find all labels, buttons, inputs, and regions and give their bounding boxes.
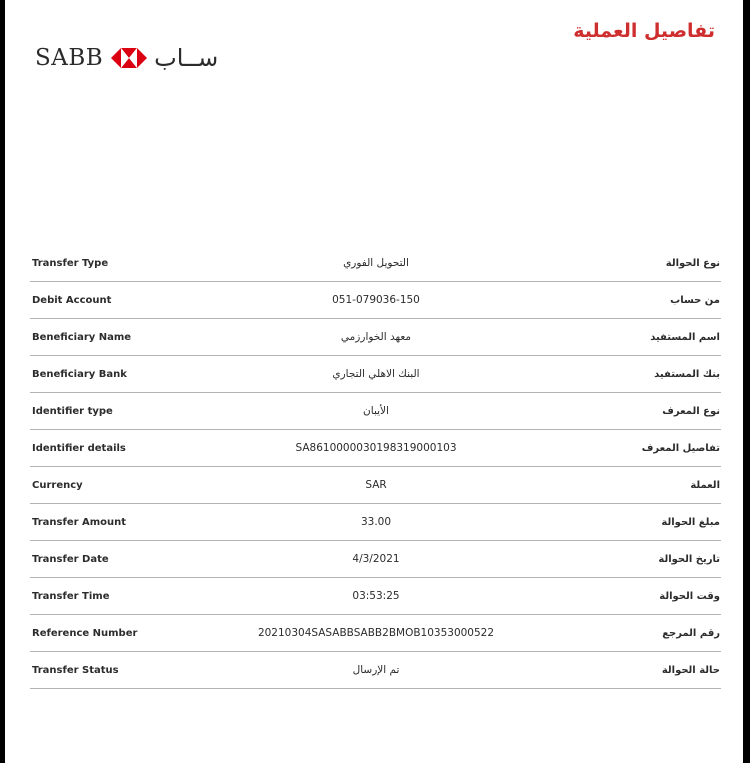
detail-row-reference-number bbox=[30, 615, 721, 652]
label-ar: مبلغ الحوالة bbox=[520, 504, 721, 541]
detail-row-currency bbox=[30, 467, 721, 504]
label-en: Transfer Status bbox=[30, 652, 232, 689]
label-en: Transfer Date bbox=[30, 541, 232, 578]
label-en: Identifier details bbox=[30, 430, 232, 467]
sabb-logo bbox=[35, 44, 218, 72]
label-en: Transfer Amount bbox=[30, 504, 232, 541]
value: 03:53:25 bbox=[232, 578, 520, 615]
detail-row-transfer-date bbox=[30, 541, 721, 578]
value: SAR bbox=[232, 467, 520, 504]
value: 33.00 bbox=[232, 504, 520, 541]
transaction-details-table bbox=[30, 245, 721, 689]
detail-row-identifier-details bbox=[30, 430, 721, 467]
detail-row-beneficiary-bank bbox=[30, 356, 721, 393]
value: الأيبان bbox=[232, 393, 520, 430]
detail-row-transfer-type bbox=[30, 245, 721, 282]
label-en: Beneficiary Name bbox=[30, 319, 232, 356]
value: 4/3/2021 bbox=[232, 541, 520, 578]
value: معهد الخوارزمي bbox=[232, 319, 520, 356]
value: 20210304SASABBSABB2BMOB10353000522 bbox=[232, 615, 520, 652]
label-ar: نوع المعرف bbox=[520, 393, 721, 430]
receipt-page bbox=[5, 0, 743, 763]
detail-row-identifier-type bbox=[30, 393, 721, 430]
label-ar: اسم المستفيد bbox=[520, 319, 721, 356]
label-ar: العملة bbox=[520, 467, 721, 504]
label-ar: تاريخ الحوالة bbox=[520, 541, 721, 578]
sabb-hexagon-icon bbox=[111, 48, 147, 68]
logo-arabic-text: ســاب bbox=[154, 44, 219, 72]
label-ar: نوع الحوالة bbox=[520, 245, 721, 282]
detail-row-beneficiary-name bbox=[30, 319, 721, 356]
label-en: Debit Account bbox=[30, 282, 232, 319]
label-ar: بنك المستفيد bbox=[520, 356, 721, 393]
label-ar: رقم المرجع bbox=[520, 615, 721, 652]
value: التحويل الفوري bbox=[232, 245, 520, 282]
detail-row-debit-account bbox=[30, 282, 721, 319]
label-en: Reference Number bbox=[30, 615, 232, 652]
label-en: Transfer Type bbox=[30, 245, 232, 282]
label-ar: من حساب bbox=[520, 282, 721, 319]
label-ar: وقت الحوالة bbox=[520, 578, 721, 615]
value: تم الإرسال bbox=[232, 652, 520, 689]
label-en: Identifier type bbox=[30, 393, 232, 430]
value: البنك الاهلي التجاري bbox=[232, 356, 520, 393]
page-title: تفاصيل العملية bbox=[573, 20, 715, 42]
label-en: Transfer Time bbox=[30, 578, 232, 615]
detail-row-transfer-status bbox=[30, 652, 721, 689]
label-ar: حالة الحوالة bbox=[520, 652, 721, 689]
label-en: Beneficiary Bank bbox=[30, 356, 232, 393]
detail-row-transfer-time bbox=[30, 578, 721, 615]
label-ar: تفاصيل المعرف bbox=[520, 430, 721, 467]
value: SA8610000030198319000103 bbox=[232, 430, 520, 467]
logo-latin-text: SABB bbox=[35, 45, 104, 71]
value: 051-079036-150 bbox=[232, 282, 520, 319]
detail-row-transfer-amount bbox=[30, 504, 721, 541]
label-en: Currency bbox=[30, 467, 232, 504]
